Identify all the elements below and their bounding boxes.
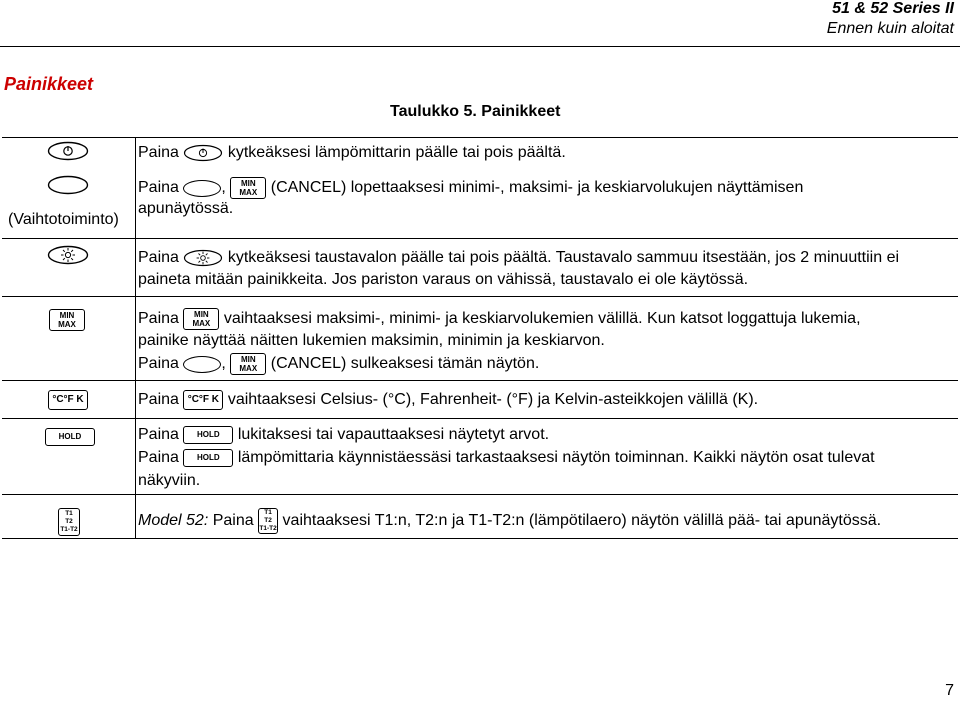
blank-function-button-icon	[47, 175, 89, 200]
row-minmax-line-1: Paina MIN MAX vaihtaaksesi maksimi-, minimi- ja keskiarvolukemien välillä. Kun katsot loggattuja lukemia,	[138, 310, 861, 328]
row-secondary-line-2: apunäytössä.	[138, 200, 234, 217]
minmax-button-icon: MIN MAX	[49, 305, 85, 331]
blank-function-button-icon	[183, 180, 221, 197]
row-backlight-line-2: paineta mitään painikkeita. Jos pariston varaus on vähissä, taustavalo ei ole käytössä.	[138, 271, 749, 288]
page-number: 7	[945, 682, 954, 699]
hold-button-icon: HOLD	[45, 426, 95, 446]
running-header-subtitle: Ennen kuin aloitat	[826, 20, 954, 37]
blank-function-button-icon	[183, 356, 221, 373]
header-rule	[0, 46, 960, 47]
row-hold-line-1: Paina HOLD lukitaksesi tai vapauttaaksesi näytetyt arvot.	[138, 426, 550, 443]
hold-button-icon: HOLD	[183, 426, 233, 444]
row-hold-line-2: Paina HOLD lämpömittaria käynnistäessäsi tarkastaaksesi näytön toiminnan. Kaikki näytön osat tulevat	[138, 449, 875, 466]
secondary-function-label: (Vaihtotoiminto)	[8, 211, 119, 228]
minmax-button-icon: MIN MAX	[230, 353, 266, 375]
table-caption: Taulukko 5. Painikkeet	[390, 103, 561, 120]
thermocouple-select-button-icon: T1 T2 T1-T2	[58, 502, 80, 536]
section-title: Painikkeet	[4, 74, 94, 94]
backlight-button-icon	[47, 245, 89, 270]
backlight-button-icon	[183, 249, 223, 267]
row-power-text: Paina kytkeäksesi lämpömittarin päälle tai pois päältä.	[138, 144, 566, 161]
row-secondary-line-1: Paina , MIN MAX (CANCEL) lopettaaksesi minimi-, maksimi- ja keskiarvolukujen näyttämisen	[138, 179, 804, 197]
row-cfk-text: Paina °C°F K vaihtaaksesi Celsius- (°C), Fahrenheit- (°F) ja Kelvin-asteikkojen välillä (K).	[138, 391, 759, 409]
row-minmax-line-3: Paina , MIN MAX (CANCEL) sulkeaksesi tämän näytön.	[138, 355, 540, 373]
minmax-button-icon: MIN MAX	[183, 308, 219, 330]
row-minmax-line-2: painike näyttää näitten lukemien maksimin, minimin ja keskiarvon.	[138, 332, 605, 349]
thermocouple-select-button-icon: T1 T2 T1-T2	[259, 509, 277, 532]
row-t-text: Model 52: Paina T1 T2 T1-T2 vaihtaaksesi T1:n, T2:n ja T1-T2:n (lämpötilaero) näytön välillä pää- tai apunäytössä.	[138, 509, 882, 532]
hold-button-icon: HOLD	[183, 449, 233, 467]
minmax-button-icon: MIN MAX	[230, 177, 266, 199]
running-header-title: 51 & 52 Series II	[832, 0, 954, 17]
unit-button-icon: °C°F K	[183, 390, 223, 410]
power-button-icon	[183, 144, 223, 162]
power-button-icon	[47, 141, 89, 166]
row-hold-line-3: näkyviin.	[138, 472, 201, 489]
unit-button-icon: °C°F K	[48, 389, 88, 410]
row-backlight-line-1: Paina kytkeäksesi taustavalon päälle tai pois päältä. Taustavalo sammuu itsestään, jos 2 minuuttiin ei	[138, 249, 900, 266]
